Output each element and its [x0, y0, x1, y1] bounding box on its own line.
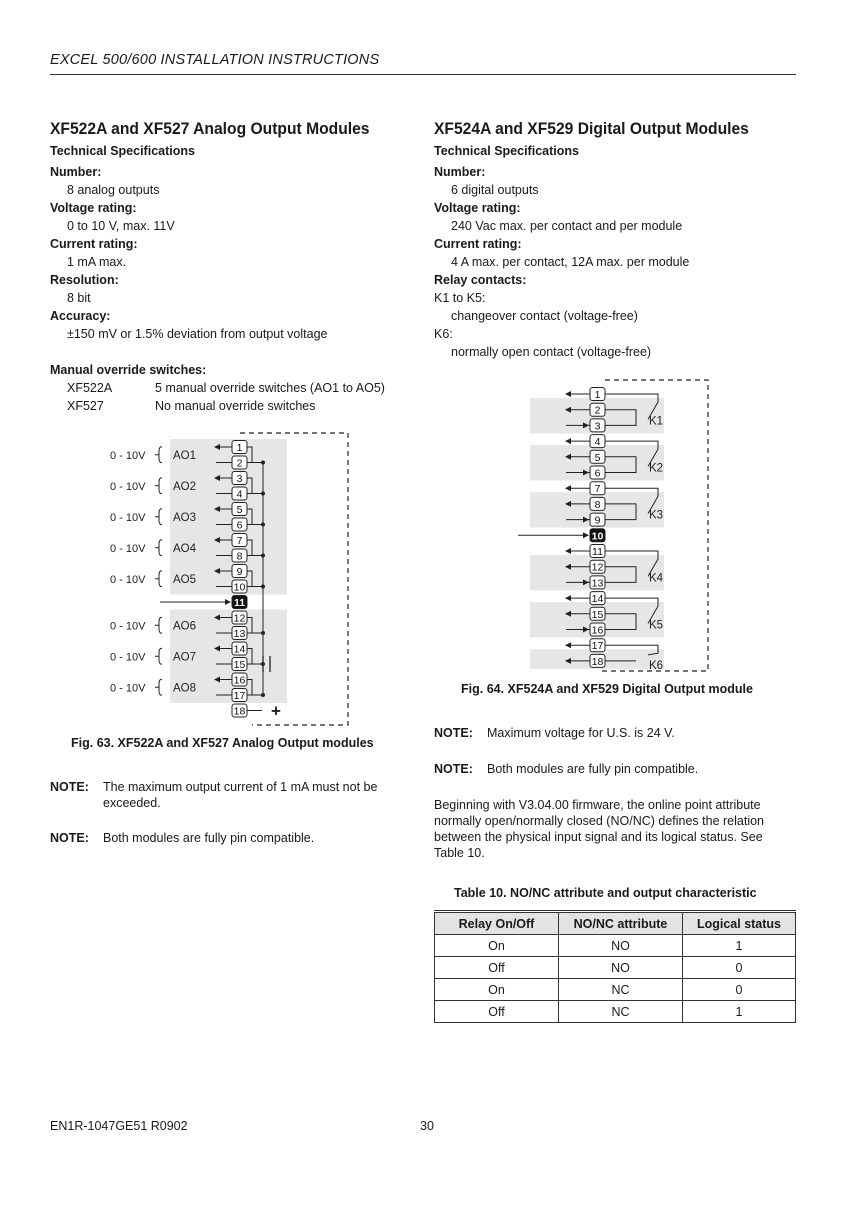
spec-value: 4 A max. per contact, 12A max. per module: [451, 255, 690, 269]
running-header: EXCEL 500/600 INSTALLATION INSTRUCTIONS: [50, 52, 380, 68]
voltage-label: 0 - 10V: [110, 542, 146, 555]
terminal-number: 17: [233, 690, 246, 702]
terminal-number: 13: [233, 628, 246, 640]
table-row: [435, 1001, 796, 1023]
terminal-number: 2: [594, 404, 601, 417]
terminal-number: 1: [236, 442, 243, 454]
footer-doc-id: EN1R-1047GE51 R0902: [50, 1119, 188, 1133]
arrow-head: [565, 548, 571, 554]
spec-value: ±150 mV or 1.5% deviation from output voltage: [67, 327, 328, 341]
terminal-number: 16: [233, 674, 246, 687]
override-model: XF527: [67, 399, 104, 413]
right-heading: XF524A and XF529 Digital Output Modules: [434, 119, 749, 138]
voltage-label: 0 - 10V: [110, 682, 146, 695]
spec-label: Voltage rating:: [50, 201, 137, 215]
terminal-number: 6: [236, 519, 243, 532]
note-text: The maximum output current of 1 mA must not be: [103, 780, 378, 794]
left-heading: XF522A and XF527 Analog Output Modules: [50, 119, 370, 138]
terminal-number: 18: [233, 705, 246, 718]
terminal-number: 2: [236, 457, 243, 470]
spec-label: Current rating:: [434, 237, 522, 251]
nonc-table: [434, 912, 796, 1023]
analog-output-wiring-diagram: [100, 428, 360, 730]
relay-value: normally open contact (voltage-free): [451, 345, 652, 359]
table-cell: Off: [435, 1001, 559, 1023]
override-desc: No manual override switches: [155, 399, 316, 413]
terminal-number: 8: [594, 498, 601, 511]
arrow-head: [565, 391, 571, 397]
output-label: AO3: [173, 511, 197, 524]
right-note-2: [434, 761, 794, 779]
bracket: [155, 617, 162, 633]
table-cell: NC: [559, 979, 683, 1001]
bracket: [155, 571, 162, 587]
terminal-number: 10: [591, 530, 604, 543]
terminal-number: 15: [233, 659, 246, 671]
override-title: Manual override switches:: [50, 363, 207, 377]
table-cell: NO: [559, 957, 683, 979]
output-label: AO4: [173, 542, 197, 555]
note-label: NOTE:: [50, 780, 89, 794]
note-text: Both modules are fully pin compatible.: [487, 762, 699, 776]
firmware-paragraph: [434, 797, 804, 861]
output-label: AO2: [173, 480, 197, 493]
table-header-row: [435, 913, 796, 935]
table-header-cell: NO/NC attribute: [559, 913, 683, 935]
table-cell: 0: [683, 957, 796, 979]
digital-output-wiring-diagram: [510, 374, 720, 676]
terminal-number: 16: [591, 624, 604, 637]
spec-value: 6 digital outputs: [451, 183, 539, 197]
header-rule: [50, 74, 796, 75]
note-label: NOTE:: [50, 831, 89, 845]
left-tech-specs: Technical Specifications: [50, 144, 195, 158]
arrow-head: [565, 595, 571, 601]
terminal-number: 14: [591, 593, 604, 606]
right-note-1: [434, 725, 794, 743]
output-label: AO7: [173, 651, 197, 664]
override-desc: 5 manual override switches (AO1 to AO5): [155, 381, 385, 395]
terminal-number: 13: [591, 577, 604, 590]
spec-label: Voltage rating:: [434, 201, 521, 215]
output-label: AO8: [173, 682, 197, 695]
bracket: [155, 447, 162, 463]
relay-label: K2: [649, 462, 664, 475]
spec-label: Number:: [434, 165, 486, 179]
bracket: [155, 540, 162, 556]
voltage-label: 0 - 10V: [110, 651, 146, 664]
terminal-number: 9: [594, 514, 601, 527]
table-cell: NO: [559, 935, 683, 957]
terminal-number: 15: [591, 608, 604, 621]
table-row: [435, 957, 796, 979]
terminal-number: 14: [233, 643, 246, 656]
relay-label: K1: [649, 415, 664, 428]
terminal-number: 12: [591, 561, 604, 574]
right-spec-list: [434, 163, 689, 361]
right-tech-specs: Technical Specifications: [434, 144, 579, 158]
left-spec-list: [50, 163, 327, 343]
output-label: AO1: [173, 449, 197, 462]
footer-page-number: 30: [420, 1119, 434, 1133]
relay-label: K3: [649, 509, 664, 522]
paragraph-line: between the physical input signal and its logical status. See: [434, 830, 763, 844]
table-cell: 0: [683, 979, 796, 1001]
terminal-number: 9: [236, 566, 243, 578]
terminal-number: 7: [594, 483, 601, 496]
note-label: NOTE:: [434, 762, 473, 776]
bracket: [155, 679, 162, 695]
terminal-number: 5: [594, 451, 601, 464]
output-label: AO6: [173, 620, 197, 633]
terminal-number: 4: [594, 436, 601, 449]
table-cell: NC: [559, 1001, 683, 1023]
terminal-number: 4: [236, 488, 243, 501]
spec-value: 240 Vac max. per contact and per module: [451, 219, 683, 233]
table-cell: On: [435, 935, 559, 957]
voltage-label: 0 - 10V: [110, 511, 146, 524]
left-note-2: [50, 830, 410, 848]
bracket: [155, 478, 162, 494]
note-text: exceeded.: [103, 796, 161, 810]
table-header-cell: Relay On/Off: [435, 913, 559, 935]
relay-label: K6:: [434, 327, 453, 341]
relay-value: changeover contact (voltage-free): [451, 309, 638, 323]
voltage-label: 0 - 10V: [110, 620, 146, 633]
terminal-number: 3: [236, 473, 243, 485]
override-model: XF522A: [67, 381, 113, 395]
voltage-label: 0 - 10V: [110, 480, 146, 493]
terminal-number: 10: [233, 581, 246, 594]
voltage-label: 0 - 10V: [110, 449, 146, 462]
relay-label: K5: [649, 619, 664, 632]
table-header-cell: Logical status: [683, 913, 796, 935]
note-text: Both modules are fully pin compatible.: [103, 831, 315, 845]
terminal-number: 11: [592, 546, 603, 558]
bracket: [155, 648, 162, 664]
paragraph-line: normally open/normally closed (NO/NC) defines the relation: [434, 814, 765, 828]
relay-title: Relay contacts:: [434, 273, 527, 287]
table-row: [435, 979, 796, 1001]
paragraph-line: Beginning with V3.04.00 firmware, the online point attribute: [434, 798, 761, 812]
terminal-number: 18: [591, 655, 604, 668]
spec-value: 1 mA max.: [67, 255, 127, 269]
table10-title: Table 10. NO/NC attribute and output characteristic: [454, 886, 757, 900]
terminal-number: 7: [236, 535, 243, 547]
terminal-number: 3: [594, 420, 601, 433]
relay-label: K4: [649, 572, 664, 585]
paragraph-line: Table 10.: [434, 846, 485, 860]
relay-label: K6: [649, 659, 664, 672]
arrow-head: [565, 438, 571, 444]
spec-label: Current rating:: [50, 237, 138, 251]
bracket: [155, 509, 162, 525]
spec-label: Accuracy:: [50, 309, 111, 323]
terminal-number: 17: [591, 640, 604, 653]
arrow-head: [565, 485, 571, 491]
terminal-number: 11: [233, 597, 246, 609]
spec-label: Number:: [50, 165, 102, 179]
table-row: [435, 935, 796, 957]
terminal-number: 12: [233, 612, 246, 625]
voltage-label: 0 - 10V: [110, 573, 146, 586]
table-cell: On: [435, 979, 559, 1001]
terminal-number: 6: [594, 467, 601, 480]
terminal-number: 1: [594, 389, 601, 401]
relay-label: K1 to K5:: [434, 291, 486, 305]
table-cell: 1: [683, 1001, 796, 1023]
table-cell: Off: [435, 957, 559, 979]
table-top-rule: [434, 910, 796, 911]
spec-label: Resolution:: [50, 273, 119, 287]
arrow-head: [583, 532, 589, 538]
left-note-1: [50, 779, 410, 813]
plus-sign: +: [271, 701, 281, 721]
terminal-number: 8: [236, 550, 243, 563]
output-label: AO5: [173, 573, 197, 586]
spec-value: 0 to 10 V, max. 11V: [67, 219, 175, 233]
arrow-head: [565, 642, 571, 648]
note-label: NOTE:: [434, 726, 473, 740]
fig63-caption: Fig. 63. XF522A and XF527 Analog Output modules: [71, 736, 374, 750]
spec-value: 8 analog outputs: [67, 183, 160, 197]
note-text: Maximum voltage for U.S. is 24 V.: [487, 726, 675, 740]
arrow-head: [225, 599, 231, 605]
fig64-caption: Fig. 64. XF524A and XF529 Digital Output module: [461, 682, 753, 696]
spec-value: 8 bit: [67, 291, 91, 305]
table-cell: 1: [683, 935, 796, 957]
terminal-number: 5: [236, 504, 243, 516]
